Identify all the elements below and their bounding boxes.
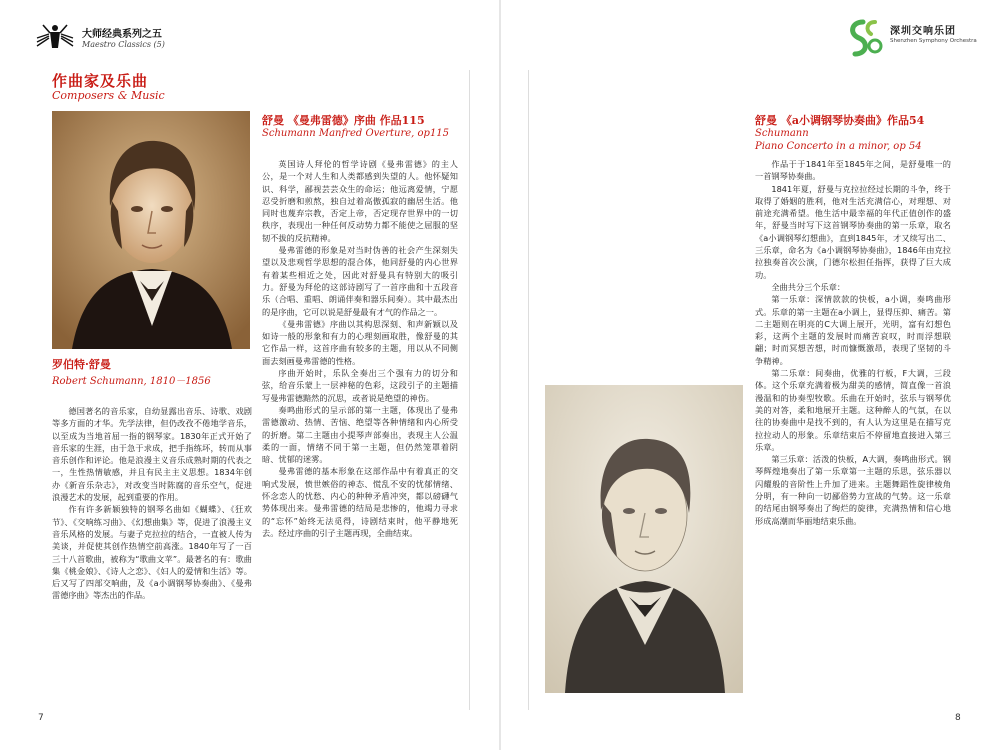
bio-paragraph: 作有许多新颖独特的钢琴名曲如《蝴蝶》、《狂欢节》、《交响练习曲》、《幻想曲集》等，促进了浪漫主义音乐风格的发展。与妻子克拉拉的结合，一直被人传为美谈，并促使其创作热情空前高涨。1840年写了一百三十八首歌曲，被称为“歌曲文苹”。最著名的有：歌曲集《桃金娘》、《诗人之恋》、《妇人的爱情和生活》等。后又写了四部交响曲，及《a小调钢琴协奏曲》、《曼弗雷德序曲》等杰出的作品。 bbox=[52, 504, 252, 601]
orchestra-logo-icon bbox=[841, 16, 885, 60]
text-paragraph: 英国诗人拜伦的哲学诗剧《曼弗雷德》的主人公，是一个对人生和人类都感到失望的人。他怀疑知识、科学，鄙视芸芸众生的命运；他远离爱情，宁愿忍受折磨和煎熬，独自过着高傲孤寂的幽居生活。他同时也蔑弃宗教，否定上帝，否定现存世界中的一切秩序，表现出一种任何反动势力都不能使之屈服的坚韧不拔的反抗精神。 bbox=[262, 159, 458, 243]
concerto-text bbox=[755, 158, 951, 526]
page-number-left: 7 bbox=[38, 713, 44, 723]
composer-name-en: Robert Schumann, 1810－1856 bbox=[52, 376, 211, 387]
manfred-title-cn: 舒曼 《曼弗雷德》序曲 作品115 bbox=[262, 114, 425, 127]
text-paragraph: 第二乐章：间奏曲，优雅的行板，F大调，三段体。这个乐章充满着极为甜美的感情，简直像一首浪漫温和的协奏型牧歌。乐曲在开始时，弦乐与钢琴优美的对答，柔和地展开主题。这种醉人的气氛，在以往的协奏曲中是找不到的，有人认为这里是在描写克拉拉动人的形象。乐章结束后不停留地直接进入第三乐章。 bbox=[755, 368, 951, 452]
text-paragraph: 作品于于1841年至1845年之间，是舒曼唯一的一首钢琴协奏曲。 bbox=[755, 159, 951, 182]
composer-name-cn: 罗伯特·舒曼 bbox=[52, 358, 111, 371]
text-paragraph: 序曲开始时，乐队全奏出三个强有力的切分和弦，给音乐蒙上一层神秘的色彩，这段引子的主题描写曼弗雷德黯然的沉思，或者说是绝望的神伤。 bbox=[262, 368, 458, 403]
text-paragraph: 第三乐章：活泼的快板，A大调，奏鸣曲形式。钢琴辉煌地奏出了第一乐章第一主题的乐思，弦乐器以闪耀般的音阶性上升加了进来。主题舞蹈性旋律棱角分明，有一种向一切鄙俗势力宣战的气势。这一乐章的结尾由钢琴奏出了绚烂的旋律，充满热情和信心地形成高潮而华丽地结束乐曲。 bbox=[755, 454, 951, 526]
schumann-portrait-photo bbox=[52, 111, 250, 349]
bio-paragraph: 德国著名的音乐家，自幼显露出音乐、诗歌、戏剧等多方面的才华。先学法律，但仍改孜不倦地学音乐，以至成为当地首屈一指的钢琴家。1830年正式开始了音乐家的生涯，由于急于求成，把手指练坏，转而从事音乐创作和评论。他是浪漫主义音乐成熟时期的代表之一，生性热情敏感，并且有民主主义思想。1834年创办《新音乐杂志》，对改变当时陈腐的音乐空气，促进浪漫艺术的发展，起到重要的作用。 bbox=[52, 406, 252, 503]
text-paragraph: 1841年夏，舒曼与克拉拉经过长期的斗争，终于取得了婚姻的胜利，他对生活充满信心，对理想、对前途充满希望。他生活中最幸福的年代正值创作的盛年，舒曼当时写下这首钢琴协奏曲的第一乐章，取名《a小调钢琴幻想曲》，直到1845年，才又续写出二、三乐章，命名为《a小调钢琴协奏曲》，1846年由克拉拉独奏首次公演，门德尔松担任指挥，获得了巨大成功。 bbox=[755, 183, 951, 280]
manfred-title-en: Schumann Manfred Overture, op115 bbox=[262, 128, 450, 139]
book-spine bbox=[499, 0, 501, 750]
concerto-title-en-line2: Piano Concerto in a minor, op 54 bbox=[755, 141, 922, 152]
text-paragraph: 奏鸣曲形式的呈示部的第一主题，体现出了曼弗雷德激动、热情、苦恼、绝望等各种情绪和内心所受的折磨。第二主题由小提琴声部奏出，表现主人公温柔的一面，情绪不同于第一主题，但仍然笼罩着阴暗、忧郁的迷雾。 bbox=[262, 404, 458, 465]
section-subtitle: Composers & Music bbox=[52, 89, 165, 102]
manfred-text bbox=[262, 158, 458, 678]
section-title: 作曲家及乐曲 bbox=[52, 72, 149, 90]
concerto-title-en-line1: Schumann bbox=[755, 128, 809, 139]
text-paragraph: 第一乐章：深情款款的快板，a小调，奏鸣曲形式。乐章的第一主题在a小调上，显得压抑、痛苦。第二主题则在明亮的C大调上展开，光明，富有幻想色彩，这两个主题的发展时而痛苦哀叹，时而浮想联翩；时而冥想苦想，时而慷慨激昂，表现了坚韧的斗争精神。 bbox=[755, 294, 951, 366]
divider-line bbox=[528, 70, 529, 710]
composer-bio bbox=[52, 405, 252, 630]
orchestra-name-cn: 深圳交响乐团 bbox=[890, 26, 956, 37]
text-paragraph: 《曼弗雷德》序曲以其构思深刻、和声新颖以及如诗一般的形象和有力的心理刻画取胜，像舒曼的其它作品一样，这首序曲有较多的主题，用以从不同侧面去刻画曼弗雷德的性格。 bbox=[262, 318, 458, 366]
text-paragraph: 曼弗雷德的基本形象在这部作品中有着真正的交响式发展，愤世嫉俗的神态、慌乱不安的忧郁情绪、怀念恋人的忧愁、内心的种种矛盾冲突，都以磅礴气势体现出来。曼弗雷德的结局是悲惨的，他竭力寻求的“忘怀”始终无法觅得，诗剧结束时，他平静地死去。经过序曲的引子主题再现，全曲结束。 bbox=[262, 466, 458, 538]
orchestra-name-en: Shenzhen Symphony Orchestra bbox=[890, 38, 977, 44]
text-paragraph: 全曲共分三个乐章： bbox=[771, 281, 846, 292]
conductor-logo-icon bbox=[35, 22, 75, 50]
series-title-cn: 大师经典系列之五 bbox=[82, 29, 162, 40]
divider-line bbox=[469, 70, 470, 710]
page-number-right: 8 bbox=[955, 713, 961, 723]
text-paragraph: 曼弗雷德的形象是对当时伪善的社会产生深刻失望以及悲观哲学思想的混合体，他同舒曼的内心世界有着某些相近之处，因此对舒曼具有特别大的吸引力。舒曼为拜伦的这部诗剧写了一首序曲和十五段音乐（合唱、重唱、朗诵伴奏和器乐间奏）。其中最杰出的是序曲，它可以说是舒曼最有才气的作品之一。 bbox=[262, 245, 458, 317]
concerto-title-cn: 舒曼 《a小调钢琴协奏曲》作品54 bbox=[755, 114, 925, 127]
schumann-drawing-portrait bbox=[545, 385, 743, 693]
series-title-en: Maestro Classics (5) bbox=[82, 40, 165, 49]
